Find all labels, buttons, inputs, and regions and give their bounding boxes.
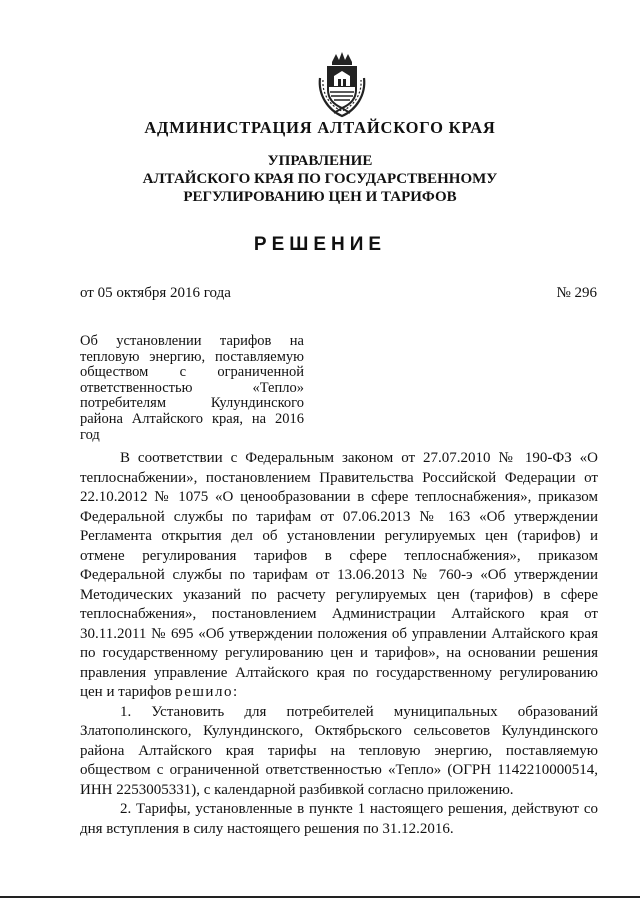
document-number: № 296 xyxy=(556,285,597,301)
page-bottom-border xyxy=(0,896,640,898)
preamble-paragraph xyxy=(80,449,598,703)
organization-title: АДМИНИСТРАЦИЯ АЛТАЙСКОГО КРАЯ xyxy=(144,118,496,137)
document-subject xyxy=(80,334,304,443)
document-subject-text: Об установлении тарифов на тепловую энергию, поставляемую обществом с ограниченной ответственностью «Тепло» потребителям Кулундинского района Алтайского края, на 2016 xyxy=(80,333,304,427)
coat-of-arms-icon xyxy=(312,50,372,120)
document-date: от 05 октября 2016 года xyxy=(80,285,231,301)
item-1-paragraph: 1. Установить для потребителей муниципальных образований Златополинского, Кулундинского, Октябрьского сельсоветов Кулундинского района Алтайского края тарифы на тепловую энергию, поставляемую обществом с ограниченной ответственностью «Тепло» (ОГРН 1142210000514, ИНН 2253005331), с календарной разбивкой согласно приложению. xyxy=(80,703,598,798)
department-line-3: РЕГУЛИРОВАНИЮ ЦЕН И ТАРИФОВ xyxy=(183,189,457,205)
document-body xyxy=(80,449,598,839)
document-subject-last-word: год xyxy=(80,426,100,443)
department-title xyxy=(0,152,640,206)
item-2-paragraph: 2. Тарифы, установленные в пункте 1 настоящего решения, действуют со дня вступления в силу настоящего решения по 31.12.2016. xyxy=(80,801,598,837)
preamble-text: В соответствии с Федеральным законом от 27.07.2010 № 190-ФЗ «О теплоснабжении», постановлением Правительства Российской Федерации от 22.10.2012 № 1075 «О ценообразовании в сфере теплоснабжения», приказом Федеральной службы по тарифам от 07.06.2013 № 163 «Об утверждении Регламента открытия дел об установлении регулируемых цен (тарифов) и отмене регулирования тарифов в сфере теплоснабжения», приказом Федеральной службы по тарифам от 13.06.2013 № 760-э «Об утверждении Методических указаний по расчету регулируемых цен (тарифов) в сфере теплоснабжения», постановлением Администрации Алтайского края от 30.11.2011 № 695 «Об утверждении положения об управлении Алтайского края по государственному регулированию цен и тарифов», на основании решения правления управление Алтайского края по государственному регулированию цен и тарифов xyxy=(80,450,598,700)
department-line-1: УПРАВЛЕНИЕ xyxy=(267,153,373,169)
department-line-2: АЛТАЙСКОГО КРАЯ ПО ГОСУДАРСТВЕННОМУ xyxy=(142,171,498,187)
document-type: РЕШЕНИЕ xyxy=(253,234,387,255)
resolved-word: решило: xyxy=(175,684,239,700)
